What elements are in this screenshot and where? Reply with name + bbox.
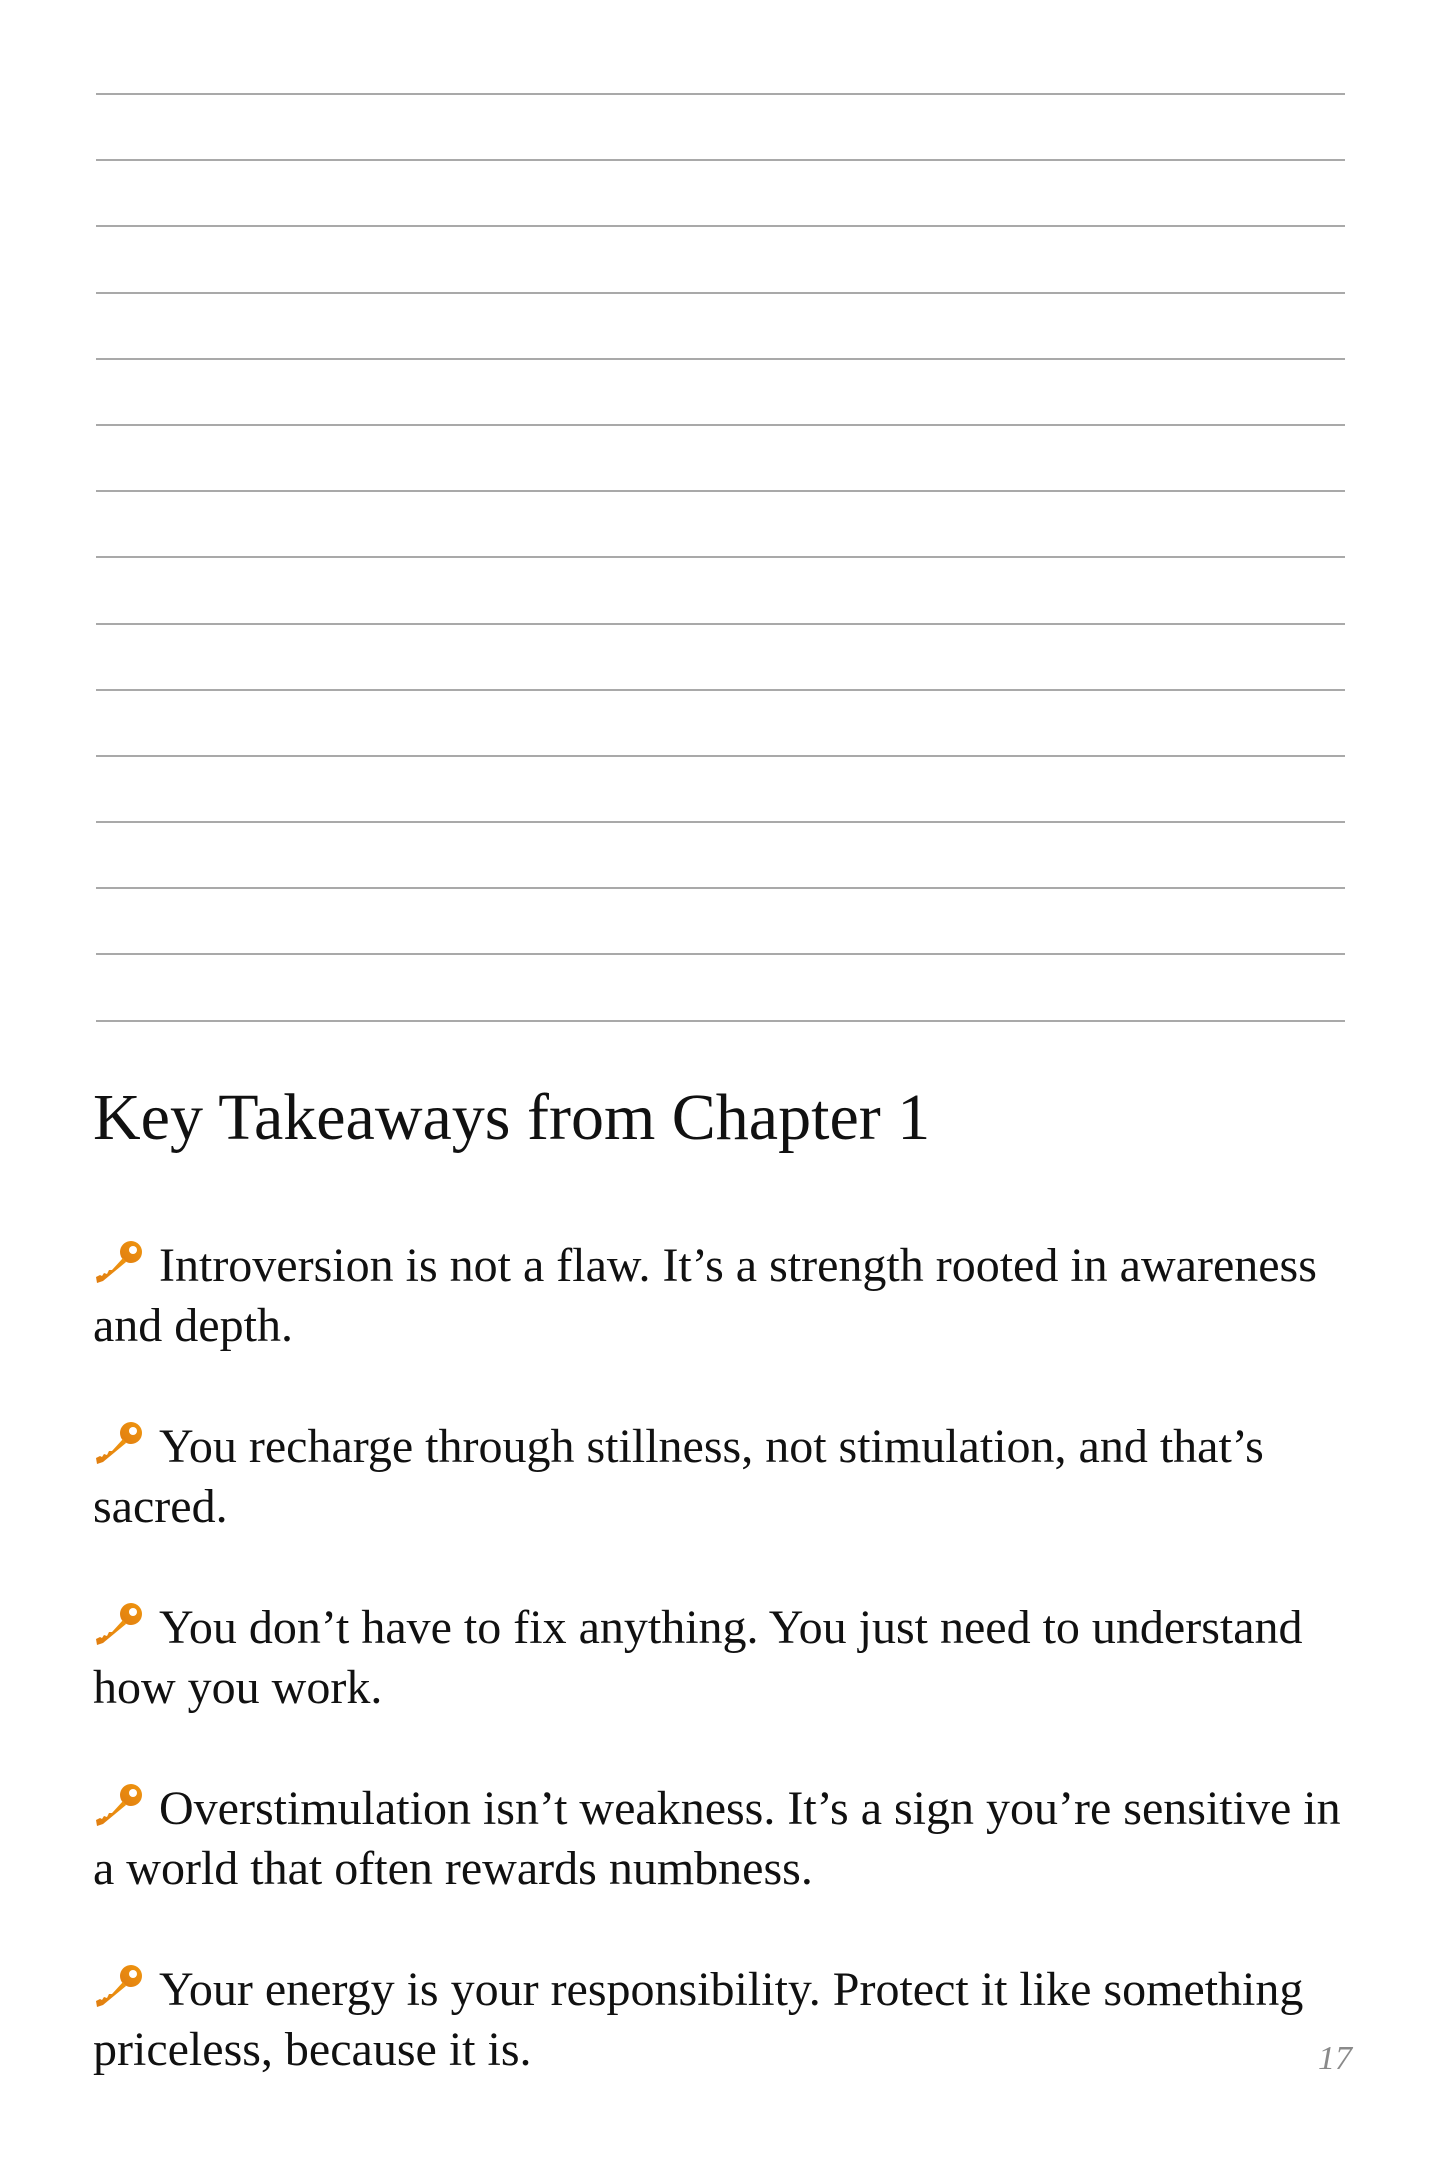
takeaway-text: You don’t have to fix anything. You just need to understand how you work. xyxy=(93,1601,1303,1714)
ruled-line xyxy=(96,1020,1345,1086)
key-icon xyxy=(93,1601,145,1647)
ruled-line xyxy=(96,953,1345,1019)
takeaway-item xyxy=(93,1779,1343,1899)
ruled-line xyxy=(96,887,1345,953)
ruled-line xyxy=(96,358,1345,424)
ruled-line xyxy=(96,490,1345,556)
section-heading: Key Takeaways from Chapter 1 xyxy=(93,1081,931,1154)
key-icon xyxy=(93,1239,145,1285)
page-number: 17 xyxy=(1318,2040,1352,2077)
ruled-writing-lines xyxy=(96,93,1345,1086)
ruled-line xyxy=(96,159,1345,225)
takeaway-item xyxy=(93,1960,1343,2080)
ruled-line xyxy=(96,225,1345,291)
key-icon xyxy=(93,1420,145,1466)
takeaways-list xyxy=(93,1236,1343,2141)
key-icon xyxy=(93,1963,145,2009)
ruled-line xyxy=(96,424,1345,490)
ruled-line xyxy=(96,93,1345,159)
key-icon xyxy=(93,1782,145,1828)
ruled-line xyxy=(96,556,1345,622)
ruled-line xyxy=(96,623,1345,689)
takeaway-item xyxy=(93,1417,1343,1537)
ruled-line xyxy=(96,755,1345,821)
takeaway-item xyxy=(93,1598,1343,1718)
takeaway-text: Introversion is not a flaw. It’s a strength rooted in awareness and depth. xyxy=(93,1239,1317,1352)
takeaway-text: You recharge through stillness, not stimulation, and that’s sacred. xyxy=(93,1420,1264,1533)
ruled-line xyxy=(96,821,1345,887)
ruled-line xyxy=(96,292,1345,358)
takeaway-item xyxy=(93,1236,1343,1356)
takeaway-text: Overstimulation isn’t weakness. It’s a sign you’re sensitive in a world that often rewards numbness. xyxy=(93,1782,1341,1895)
takeaway-text: Your energy is your responsibility. Protect it like something priceless, because it is. xyxy=(93,1963,1304,2076)
ruled-line xyxy=(96,689,1345,755)
